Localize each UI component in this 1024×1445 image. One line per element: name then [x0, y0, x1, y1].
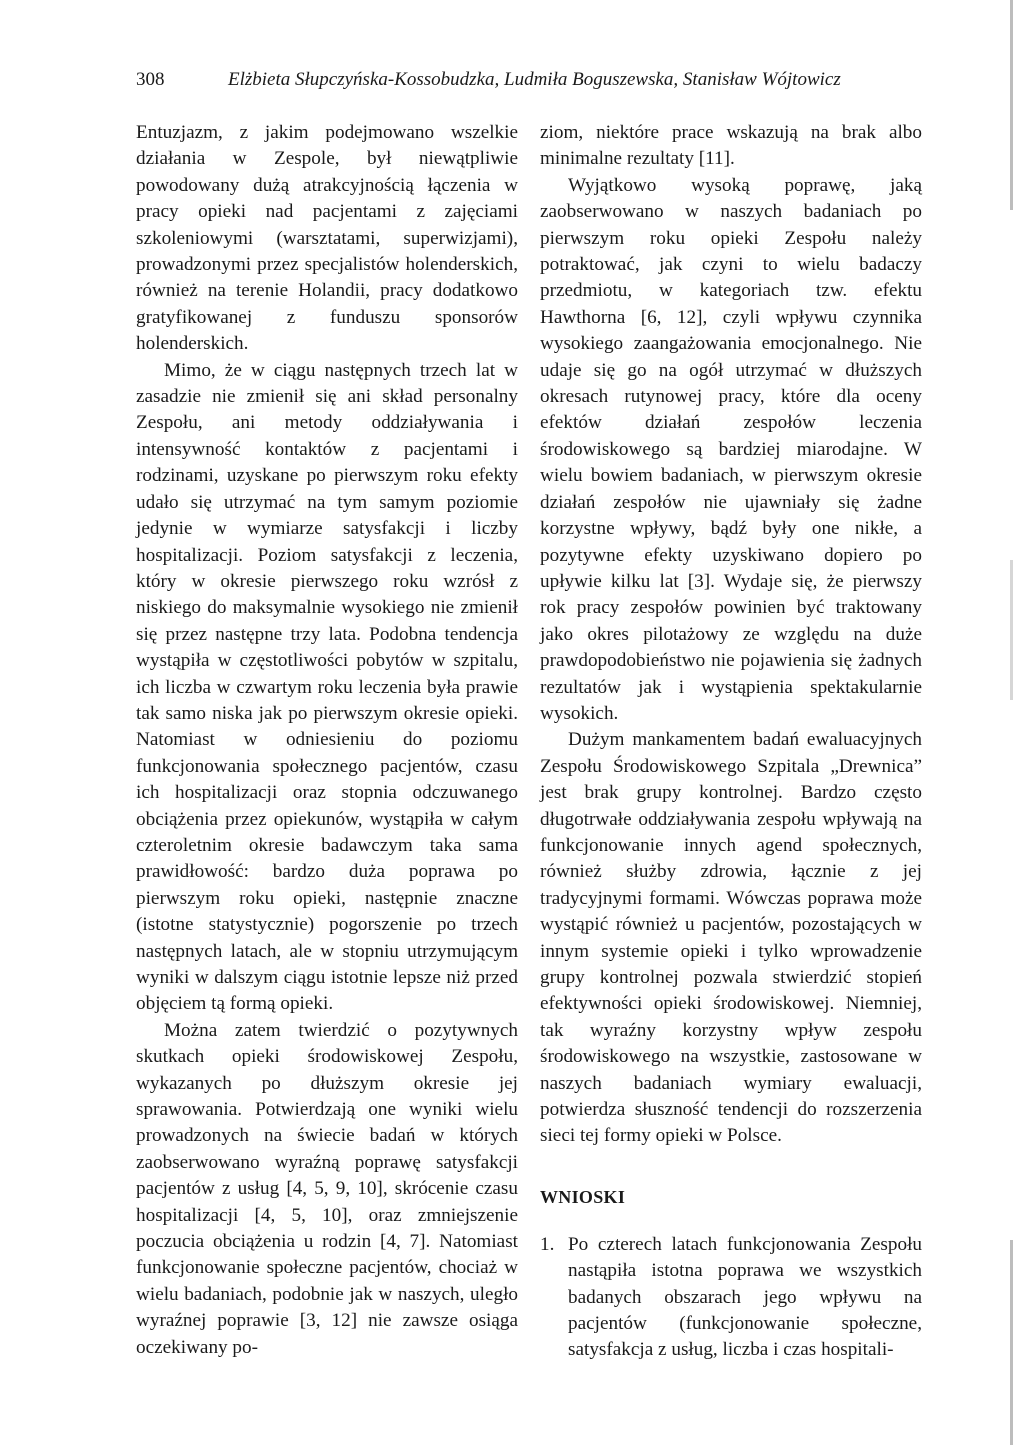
paragraph-right-3: Dużym mankamentem badań ewaluacyjnych Zespołu Środowiskowego Szpitala „Drewnica” jest brak grupy kontrolnej. Bardzo często długotrwałe oddziaływania zespołu wpływają na funkcjonowanie innych agend społecznych, również służby zdrowia, łącznie z jej tradycyjnymi formami. Wówczas poprawa może wystąpić również u pacjentów, pozostających w innym systemie opieki i tylko wprowadzenie grupy kontrolnej pozwala stwierdzić stopień efektywności opieki środowiskowej. Niemniej, tak wyraźny korzystny wpływ zespołu środowiskowego na wszystkie, zastosowane w naszych badaniach wymiary ewaluacji, potwierdza słuszność tendencji do rozszerzenia sieci tej formy opieki w Polsce. — [540, 729, 922, 1147]
scan-edge-mark — [1010, 560, 1013, 700]
paragraph-left-1: Entuzjazm, z jakim podejmowano wszelkie działania w Zespole, był niewątpliwie powodowany dużą atrakcyjnością łączenia w pracy opieki nad pacjentami z zajęciami szkoleniowymi (warsztatami, superwizjami), prowadzonymi przez specjalistów holenderskich, również na terenie Holandii, pracy dodatkowo gratyfikowanej z funduszu sponsorów holenderskich. — [136, 122, 518, 355]
paragraph-right-1: ziom, niektóre prace wskazują na brak albo minimalne rezultaty [11]. — [540, 122, 922, 170]
scan-edge-mark — [1010, 1240, 1013, 1445]
conclusion-item — [540, 1232, 922, 1364]
left-column — [136, 120, 518, 1361]
conclusion-text: Po czterech latach funkcjonowania Zespołu nastąpiła istotna poprawa we wszystkich badanych obszarach jego wpływu na pacjentów (funkcjonowanie społeczne, satysfakcja z usług, liczba i czas hospitali- — [568, 1233, 922, 1361]
right-column — [540, 120, 922, 1364]
paragraph-left-2: Mimo, że w ciągu następnych trzech lat w zasadzie nie zmienił się ani skład personalny Zespołu, ani metody oddziaływania i intensywność kontaktów z pacjentami i rodzinami, uzyskane po pierwszym roku efekty udało się utrzymać na tym samym poziomie jedynie w wymiarze satysfakcji i liczby hospitalizacji. Poziom satysfakcji z leczenia, który w okresie pierwszego roku wzrósł z niskiego do maksymalnie wysokiego nie zmienił się przez następne trzy lata. Podobna tendencja wystąpiła w częstotliwości pobytów w szpitalu, ich liczba w czwartym roku leczenia była prawie tak samo niska jak po pierwszym okresie opieki. Natomiast w odniesieniu do poziomu funkcjonowania społecznego pacjentów, czasu ich hospitalizacji oraz stopnia odczuwanego obciążenia przez opiekunów, wystąpiła w całym czteroletnim okresie badawczym taka sama prawidłowość: bardzo duża poprawa po pierwszym roku opieki, następnie znaczne (istotne statystycznie) pogorszenie po trzech następnych latach, ale w stopniu utrzymującym wyniki w dalszym ciągu istotnie lepsze niż przed objęciem tą formą opieki. — [136, 359, 518, 1015]
paragraph-left-3: Można zatem twierdzić o pozytywnych skutkach opieki środowiskowej Zespołu, wykazanych po dłuższym okresie jej sprawowania. Potwierdzają one wyniki wielu prowadzonych na świecie badań w których zaobserwowano wyraźną poprawę satysfakcji pacjentów z usług [4, 5, 9, 10], skrócenie czasu hospitalizacji [4, 5, 10], oraz zmniejszenie poczucia obciążenia u rodzin [4, 7]. Natomiast funkcjonowanie społeczne pacjentów, chociaż w wielu badaniach, podobnie jak w naszych, uległo wyraźnej poprawie [3, 12] nie zawsze osiąga oczekiwany po- — [136, 1019, 518, 1358]
paragraph-right-2: Wyjątkowo wysoką poprawę, jaką zaobserwowano w naszych badaniach po pierwszym roku opieki Zespołu należy potraktować, jak czyni to wielu badaczy przedmiotu, w kategoriach tzw. efektu Hawthorna [6, 12], czyli wpływu czynnika wysokiego zaangażowania emocjonalnego. Nie udaje się go na ogół utrzymać w dłuższych okresach rutynowej pracy, które dla oceny efektów działań zespołów leczenia środowiskowego są bardziej miarodajne. W wielu bowiem badaniach, w pierwszym okresie działań zespołów nie ujawniały się żadne korzystne wpływy, bądź były one nikłe, a pozytywne efekty uzyskiwano dopiero po upływie kilku lat [3]. Wydaje się, że pierwszy rok pracy zespołów powinien być traktowany jako okres pilotażowy ze względu na duże prawdopodobieństwo nie pojawienia się żadnych rezultatów jak i wystąpienia spektakularnie wysokich. — [540, 174, 922, 724]
page-number: 308 — [136, 69, 165, 90]
scan-edge-mark — [1010, 0, 1013, 210]
section-heading-conclusions: WNIOSKI — [540, 1186, 626, 1207]
running-head-authors: Elżbieta Słupczyńska-Kossobudzka, Ludmiła Boguszewska, Stanisław Wójtowicz — [228, 69, 841, 90]
running-header — [136, 66, 936, 94]
conclusion-number: 1. — [540, 1233, 555, 1255]
